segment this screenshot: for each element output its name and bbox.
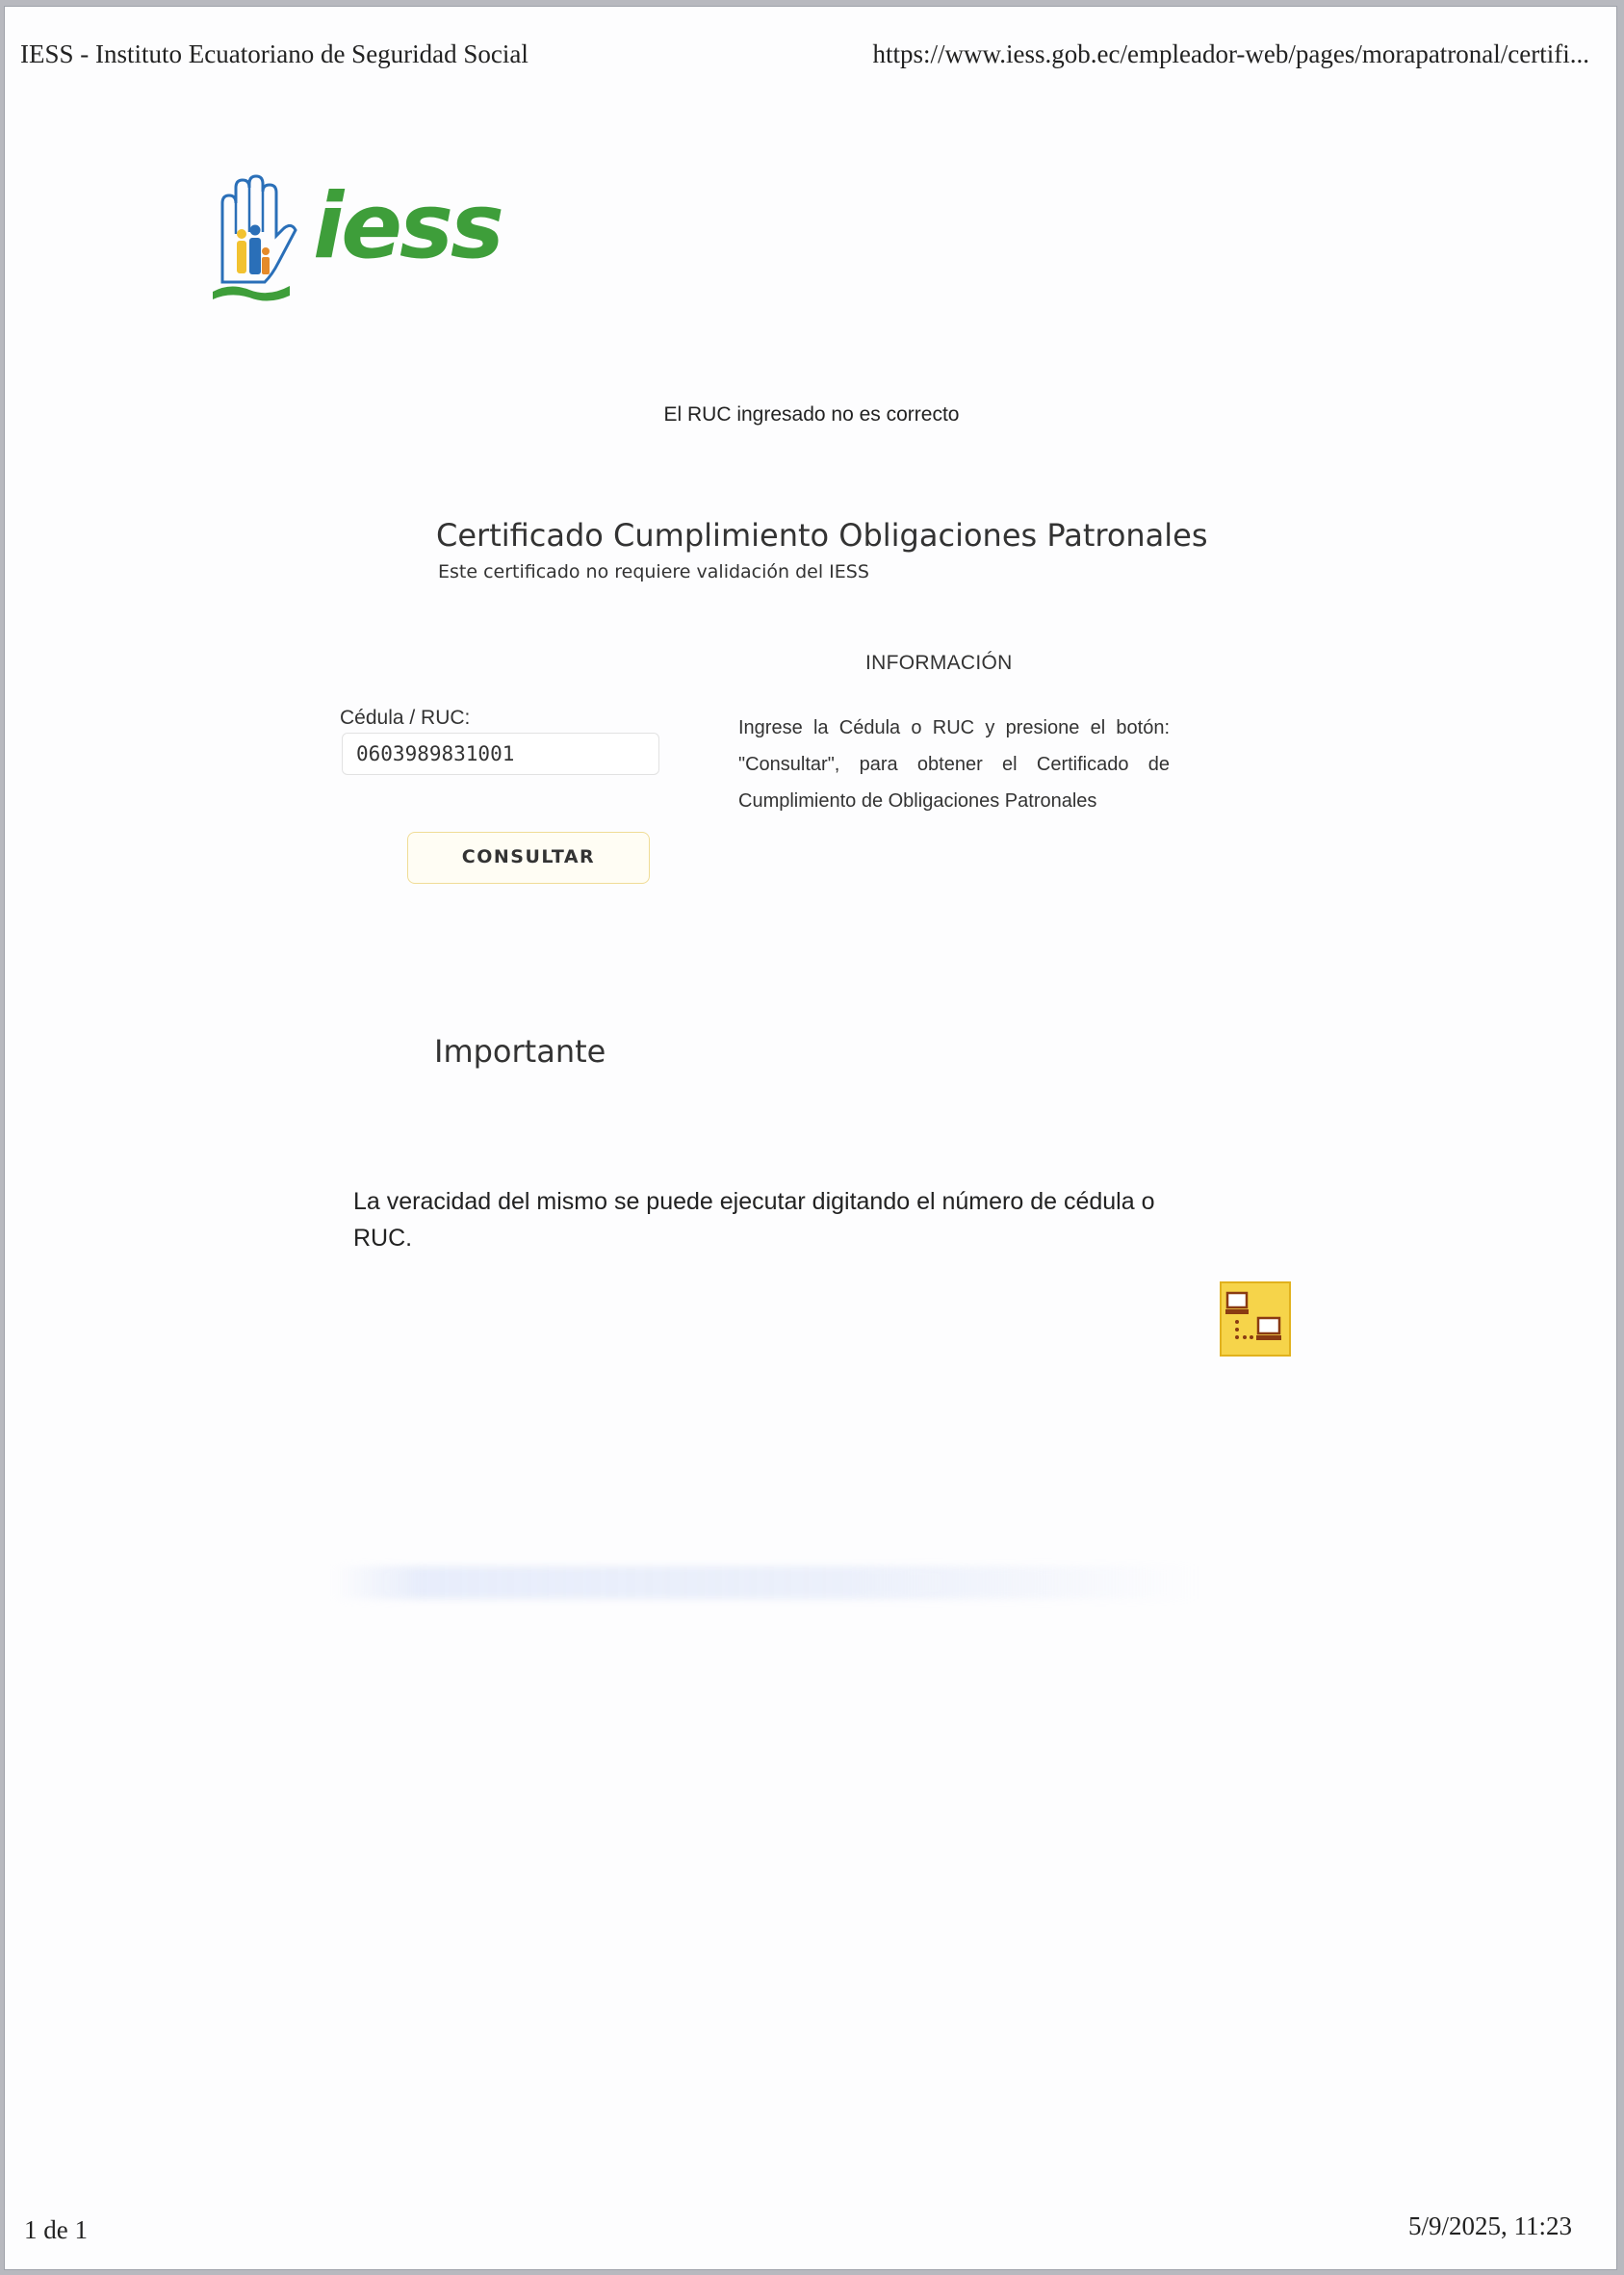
info-text: Ingrese la Cédula o RUC y presione el botón: "Consultar", para obtener el Certificado de Cumplimiento de Obligaciones Patronales bbox=[738, 717, 1170, 812]
hand-family-icon bbox=[211, 174, 317, 309]
error-message: El RUC ingresado no es correcto bbox=[663, 403, 960, 426]
info-heading: INFORMACIÓN bbox=[865, 652, 1013, 674]
important-heading: Importante bbox=[434, 1033, 606, 1070]
print-header-title: IESS - Instituto Ecuatoriano de Seguridad Social bbox=[20, 39, 528, 68]
print-header-url: https://www.iess.gob.ec/empleador-web/pages/morapatronal/certifi... bbox=[872, 39, 1589, 68]
logo-wordmark: iess bbox=[313, 174, 502, 279]
network-computers-icon[interactable] bbox=[1220, 1281, 1291, 1357]
page-title: Certificado Cumplimiento Obligaciones Patronales bbox=[436, 517, 1208, 554]
computer-icon bbox=[1222, 1283, 1289, 1355]
ruc-field-label: Cédula / RUC: bbox=[340, 707, 471, 729]
iess-logo[interactable] bbox=[211, 174, 567, 309]
print-footer-page: 1 de 1 bbox=[24, 2215, 88, 2244]
important-text: La veracidad del mismo se puede ejecutar digitando el número de cédula o RUC. bbox=[353, 1188, 1155, 1252]
ruc-input[interactable]: 0603989831001 bbox=[342, 733, 659, 775]
page-subtitle: Este certificado no requiere validación del IESS bbox=[438, 561, 869, 582]
faded-link-area bbox=[332, 1566, 1199, 1599]
print-footer-datetime: 5/9/2025, 11:23 bbox=[1407, 2211, 1572, 2240]
consultar-button[interactable]: CONSULTAR bbox=[407, 832, 650, 884]
printed-page bbox=[4, 6, 1617, 2270]
